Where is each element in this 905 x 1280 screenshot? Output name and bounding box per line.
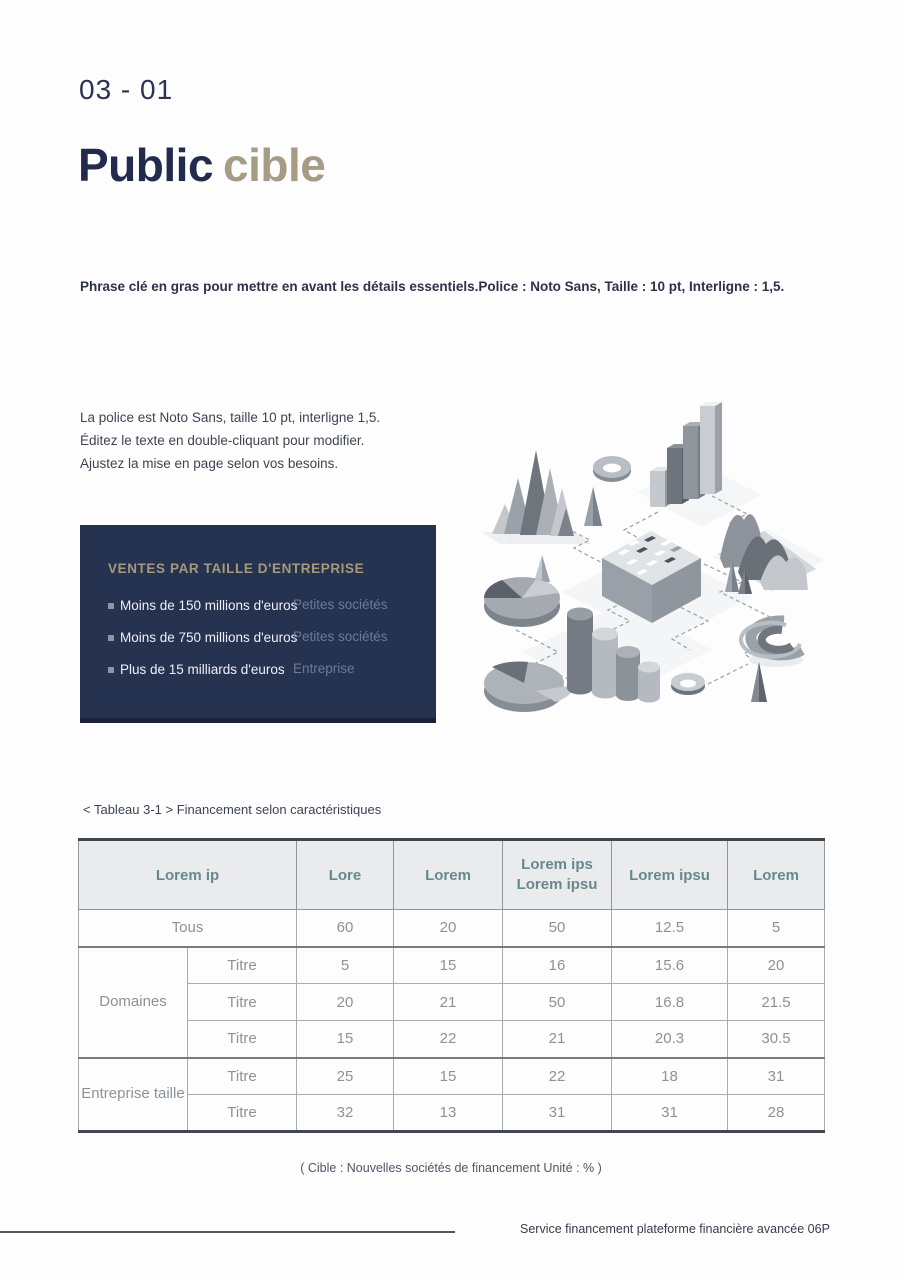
finance-table [78, 838, 825, 1133]
page-title-primary: Public [78, 139, 214, 191]
cell-value: 16 [503, 947, 612, 984]
row-sublabel: Titre [188, 1058, 297, 1095]
cell-value: 5 [728, 910, 825, 947]
pie-chart-3d-icon [484, 577, 560, 627]
sales-panel-title: VENTES PAR TAILLE D'ENTREPRISE [108, 561, 365, 576]
table-caption: < Tableau 3-1 > Financement selon caractéristiques [83, 802, 382, 817]
cell-value: 20 [394, 910, 503, 947]
mountain-spike-chart-icon [492, 450, 574, 536]
list-item-label: Moins de 150 millions d'euros [120, 598, 298, 613]
cell-value: 31 [612, 1095, 728, 1132]
cell-value: 20 [728, 947, 825, 984]
cell-value: 15 [394, 1058, 503, 1095]
list-item-category: Entreprise [293, 661, 355, 676]
cell-value: 20.3 [612, 1021, 728, 1058]
table-row [79, 1021, 825, 1058]
cell-value: 50 [503, 984, 612, 1021]
table-row [79, 1058, 825, 1095]
cell-value: 15 [394, 947, 503, 984]
key-phrase: Phrase clé en gras pour mettre en avant les détails essentiels.Police : Noto Sans, Taille : 10 pt, Interligne : 1,5. [80, 279, 785, 294]
cone-marker-icon [534, 555, 550, 582]
intro-line: La police est Noto Sans, taille 10 pt, interligne 1,5. [80, 410, 381, 425]
cell-value: 20 [297, 984, 394, 1021]
column-header-line: Lorem ips [521, 855, 593, 873]
bar-chart-3d-icon [650, 402, 722, 507]
footer-divider-line [0, 1231, 455, 1233]
cell-value: 60 [297, 910, 394, 947]
table-row [79, 947, 825, 984]
page-title [78, 138, 325, 192]
list-item-category: Petites sociétés [293, 597, 388, 612]
sales-panel-list [80, 597, 436, 693]
cell-value: 12.5 [612, 910, 728, 947]
page-title-secondary: cible [223, 139, 326, 191]
donut-ring-icon [593, 456, 631, 482]
cell-value: 25 [297, 1058, 394, 1095]
row-group-label: Entreprise taille [79, 1058, 188, 1132]
column-header: Lorem ip [79, 840, 297, 910]
list-item-label: Plus de 15 milliards d'euros [120, 662, 285, 677]
row-sublabel: Titre [188, 1095, 297, 1132]
cell-value: 16.8 [612, 984, 728, 1021]
cell-value: 22 [503, 1058, 612, 1095]
small-donut-icon [671, 673, 705, 695]
column-header: Lorem ipsu [612, 840, 728, 910]
table-footnote: ( Cible : Nouvelles sociétés de financement Unité : % ) [300, 1161, 602, 1175]
list-item [80, 597, 436, 629]
column-header: Lorem [394, 840, 503, 910]
cell-value: 18 [612, 1058, 728, 1095]
column-header-line: Lorem ipsu [516, 876, 598, 893]
column-header: Lorem [728, 840, 825, 910]
cone-marker-icon [751, 662, 767, 702]
row-sublabel: Titre [188, 1021, 297, 1058]
row-sublabel: Titre [188, 947, 297, 984]
list-item-category: Petites sociétés [293, 629, 388, 644]
isometric-data-illustration [462, 392, 834, 722]
row-label: Tous [79, 910, 297, 947]
cell-value: 15 [297, 1021, 394, 1058]
sales-panel [80, 525, 436, 723]
intro-line: Éditez le texte en double-cliquant pour modifier. [80, 433, 365, 448]
section-number: 03 - 01 [79, 74, 174, 105]
finance-table-wrap [78, 838, 824, 1133]
radial-spiral-chart-icon [741, 621, 803, 667]
cell-value: 5 [297, 947, 394, 984]
column-header [503, 840, 612, 910]
intro-paragraph [80, 406, 380, 475]
cell-value: 22 [394, 1021, 503, 1058]
cell-value: 31 [503, 1095, 612, 1132]
list-item-label: Moins de 750 millions d'euros [120, 630, 298, 645]
table-row [79, 984, 825, 1021]
list-item [80, 629, 436, 661]
bullet-square-icon [108, 603, 114, 609]
table-row [79, 1095, 825, 1132]
table-header-row [79, 840, 825, 910]
cell-value: 21.5 [728, 984, 825, 1021]
cell-value: 13 [394, 1095, 503, 1132]
cell-value: 21 [394, 984, 503, 1021]
intro-line: Ajustez la mise en page selon vos besoins. [80, 456, 339, 471]
cell-value: 32 [297, 1095, 394, 1132]
cone-marker-icon [584, 487, 602, 526]
row-group-label: Domaines [79, 947, 188, 1058]
column-header: Lore [297, 840, 394, 910]
row-sublabel: Titre [188, 984, 297, 1021]
cell-value: 15.6 [612, 947, 728, 984]
footer-text: Service financement plateforme financière avancée 06P [520, 1222, 830, 1236]
bullet-square-icon [108, 635, 114, 641]
bullet-square-icon [108, 667, 114, 673]
cell-value: 31 [728, 1058, 825, 1095]
list-item [80, 661, 436, 693]
table-row [79, 910, 825, 947]
cell-value: 21 [503, 1021, 612, 1058]
cell-value: 30.5 [728, 1021, 825, 1058]
cell-value: 50 [503, 910, 612, 947]
cell-value: 28 [728, 1095, 825, 1132]
